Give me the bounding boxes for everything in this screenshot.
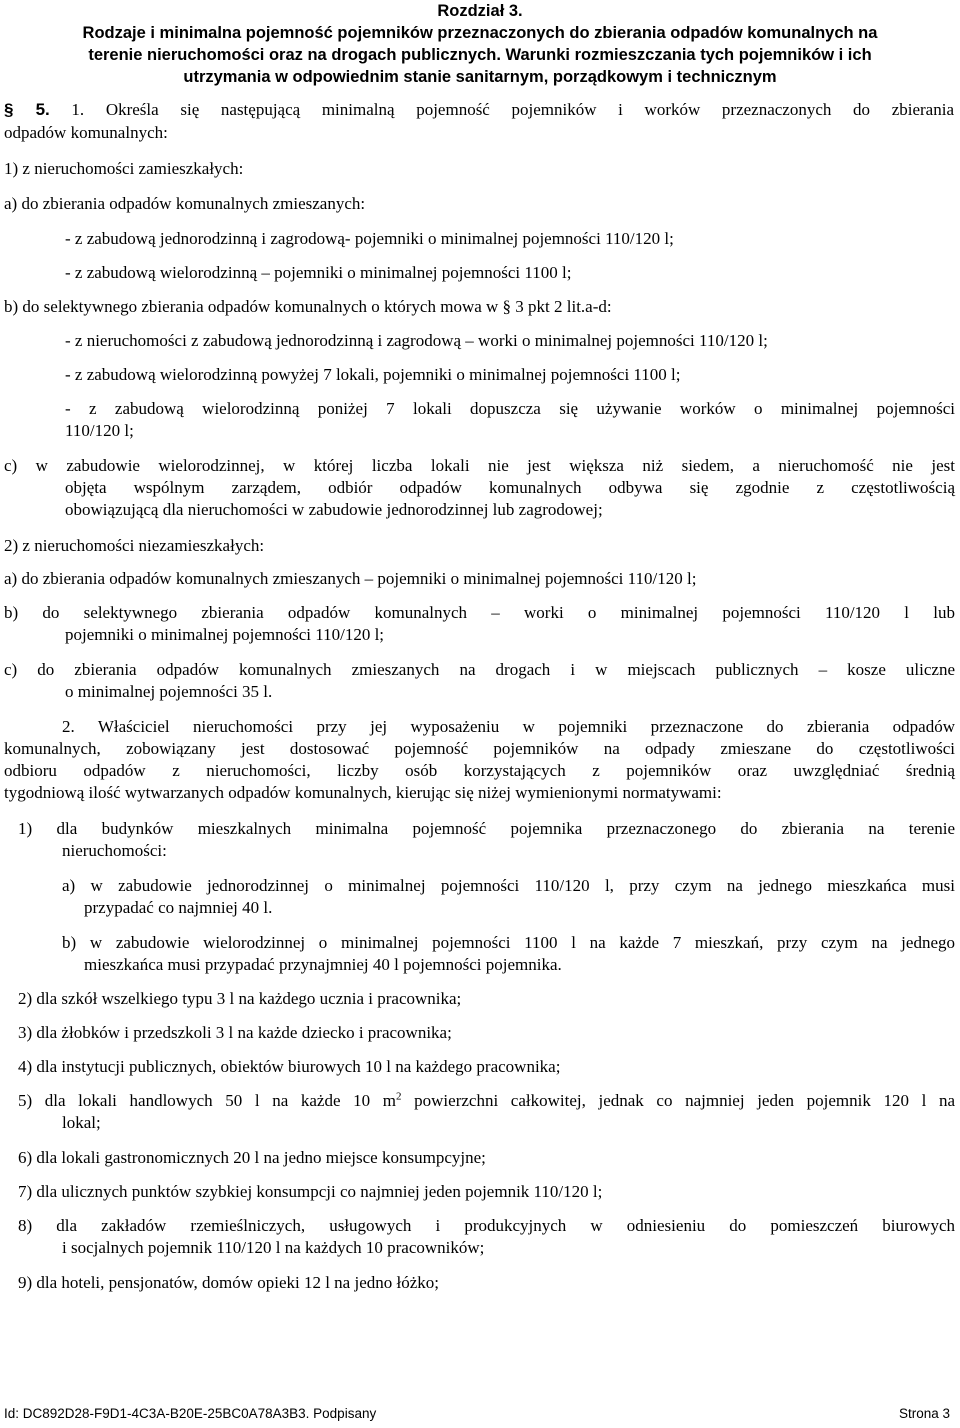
- list-item: o minimalnej pojemności 35 l.: [65, 682, 273, 701]
- norm-item: lokal;: [62, 1113, 101, 1132]
- paragraph-text: 1. Określa się następującą minimalną pojemność pojemników i worków przeznaczonych do zbierania: [71, 100, 954, 119]
- list-item: a) do zbierania odpadów komunalnych zmieszanych:: [4, 194, 366, 213]
- chapter-subtitle-line: Rodzaje i minimalna pojemność pojemników przeznaczonych do zbierania odpadów komunalnych na: [82, 24, 878, 42]
- norm-item: 7) dla ulicznych punktów szybkiej konsumpcji co najmniej jeden pojemnik 110/120 l;: [18, 1182, 603, 1201]
- chapter-title: Rozdział 3.: [437, 2, 523, 20]
- norm-item: nieruchomości:: [62, 841, 167, 860]
- paragraph-2-line: odbioru odpadów z nieruchomości, liczby osób korzystających z pojemników oraz uwzględniać średnią: [4, 761, 955, 780]
- norm-item: [18, 1090, 955, 1112]
- superscript: 2: [396, 1090, 402, 1103]
- list-item: - z zabudową jednorodzinną i zagrodową- pojemniki o minimalnej pojemności 110/120 l;: [65, 229, 674, 248]
- norm-item: 3) dla żłobków i przedszkoli 3 l na każde dziecko i pracownika;: [18, 1023, 452, 1042]
- norm-item: a) w zabudowie jednorodzinnej o minimalnej pojemności 110/120 l, przy czym na jednego mieszkańca musi: [62, 876, 955, 895]
- norm-item: i socjalnych pojemnik 110/120 l na każdych 10 pracowników;: [62, 1238, 485, 1257]
- list-item: obowiązującą dla nieruchomości w zabudowie jednorodzinnej lub zagrodowej;: [65, 500, 603, 519]
- norm-item: b) w zabudowie wielorodzinnej o minimalnej pojemności 1100 l na każde 7 mieszkań, przy czym na jednego: [62, 933, 955, 952]
- list-item: b) do selektywnego zbierania odpadów komunalnych o których mowa w § 3 pkt 2 lit.a-d:: [4, 297, 612, 316]
- norm-item: 8) dla zakładów rzemieślniczych, usługowych i produkcyjnych w odniesieniu do pomieszczeń biurowych: [18, 1216, 955, 1235]
- list-item: pojemniki o minimalnej pojemności 110/120 l;: [65, 625, 385, 644]
- list-item: - z nieruchomości z zabudową jednorodzinną i zagrodową – worki o minimalnej pojemności 110/120 l;: [65, 331, 768, 350]
- document-id: Id: DC892D28-F9D1-4C3A-B20E-25BC0A78A3B3. Podpisany: [4, 1406, 377, 1421]
- norm-item: 9) dla hoteli, pensjonatów, domów opieki 12 l na jedno łóżko;: [18, 1273, 439, 1292]
- list-item: objęta wspólnym zarządem, odbiór odpadów komunalnych odbywa się zgodnie z częstotliwością: [65, 478, 955, 497]
- paragraph-2-line: komunalnych, zobowiązany jest dostosować pojemność pojemników na odpady zmieszane do częstotliwości: [4, 739, 955, 758]
- list-item: 2) z nieruchomości niezamieszkałych:: [4, 536, 265, 555]
- list-item: b) do selektywnego zbierania odpadów komunalnych – worki o minimalnej pojemności 110/120 l lub: [4, 603, 955, 622]
- list-item: - z zabudową wielorodzinną – pojemniki o minimalnej pojemności 1100 l;: [65, 263, 572, 282]
- list-item: a) do zbierania odpadów komunalnych zmieszanych – pojemniki o minimalnej pojemności 110/120 l;: [4, 569, 697, 588]
- norm-item: 4) dla instytucji publicznych, obiektów biurowych 10 l na każdego pracownika;: [18, 1057, 561, 1076]
- section-number: § 5.: [4, 100, 50, 119]
- chapter-subtitle-line: utrzymania w odpowiednim stanie sanitarnym, porządkowym i technicznym: [183, 68, 777, 86]
- norm-item: przypadać co najmniej 40 l.: [84, 898, 273, 917]
- paragraph-1-line: [4, 99, 954, 121]
- page-number: Strona 3: [898, 1406, 950, 1421]
- norm-item: 6) dla lokali gastronomicznych 20 l na jedno miejsce konsumpcyjne;: [18, 1148, 486, 1167]
- list-item: 1) z nieruchomości zamieszkałych:: [4, 159, 244, 178]
- chapter-subtitle-line: terenie nieruchomości oraz na drogach publicznych. Warunki rozmieszczania tych pojemników i ich: [88, 46, 872, 64]
- paragraph-2-line: tygodniową ilość wytwarzanych odpadów komunalnych, kierując się niżej wymienionymi normatywami:: [4, 783, 722, 802]
- paragraph-1-line: odpadów komunalnych:: [4, 123, 168, 142]
- list-item: c) do zbierania odpadów komunalnych zmieszanych na drogach i w miejscach publicznych – kosze uliczne: [4, 660, 955, 679]
- norm-text: 5) dla lokali handlowych 50 l na każde 10 m: [18, 1091, 397, 1110]
- list-item: - z zabudową wielorodzinną powyżej 7 lokali, pojemniki o minimalnej pojemności 1100 l;: [65, 365, 681, 384]
- list-item: 110/120 l;: [65, 421, 134, 440]
- paragraph-2-line: 2. Właściciel nieruchomości przy jej wyposażeniu w pojemniki przeznaczone do zbierania odpadów: [62, 717, 955, 736]
- list-item: - z zabudową wielorodzinną poniżej 7 lokali dopuszcza się używanie worków o minimalnej pojemności: [65, 399, 955, 418]
- list-item: c) w zabudowie wielorodzinnej, w której liczba lokali nie jest większa niż siedem, a nieruchomość nie jest: [4, 456, 955, 475]
- norm-item: mieszkańca musi przypadać przynajmniej 40 l pojemności pojemnika.: [84, 955, 562, 974]
- norm-item: 2) dla szkół wszelkiego typu 3 l na każdego ucznia i pracownika;: [18, 989, 462, 1008]
- norm-item: 1) dla budynków mieszkalnych minimalna pojemność pojemnika przeznaczonego do zbierania na terenie: [18, 819, 955, 838]
- norm-text: powierzchni całkowitej, jednak co najmniej jeden pojemnik 120 l na: [401, 1091, 955, 1110]
